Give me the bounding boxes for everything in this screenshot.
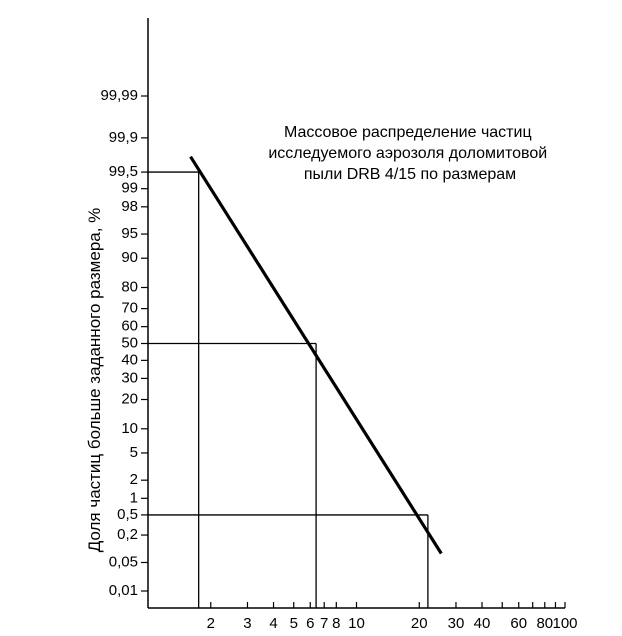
x-tick-label: 40 [473,615,491,632]
y-tick-label: 0,5 [117,505,138,523]
y-tick-label: 70 [121,299,138,317]
y-tick-label: 50 [121,334,138,352]
y-tick-label: 95 [121,225,138,243]
x-tick-label: 80 [536,615,554,632]
x-tick-label: 4 [269,615,278,632]
x-tick-label: 2 [206,615,215,632]
y-tick-label: 60 [121,317,138,335]
y-tick-label: 99,9 [108,128,138,146]
y-tick-label: 99 [121,179,138,197]
x-tick-label: 20 [410,615,428,632]
x-tick-label: 3 [243,615,252,632]
x-tick-label: 100 [552,615,578,632]
x-tick-label: 60 [510,615,528,632]
y-tick-label: 20 [121,390,138,408]
y-tick-label: 1 [129,489,138,507]
x-tick-label: 30 [447,615,465,632]
y-tick-label: 30 [121,369,138,387]
chart-annotation [268,124,551,183]
annotation-line-2: исследуемого аэрозоля доломитовой [268,145,548,162]
y-tick-label: 2 [129,471,138,489]
y-tick-label: 0,2 [117,526,138,544]
x-tick-label: 10 [348,615,365,632]
x-tick-label: 7 [320,615,329,632]
y-axis-ticks [100,87,148,599]
y-tick-label: 0,01 [108,581,138,599]
y-tick-label: 40 [121,351,138,369]
axes [148,18,565,608]
x-tick-label: 8 [332,615,341,632]
x-axis-ticks [207,602,578,632]
y-tick-label: 90 [121,249,138,267]
y-tick-label: 99,5 [108,163,138,181]
x-tick-label: 5 [289,615,298,632]
y-tick-label: 99,99 [100,86,138,104]
y-tick-label: 5 [129,443,138,461]
y-tick-label: 0,05 [108,553,138,571]
annotation-line-3: пыли DRB 4/15 по размерам [303,166,517,183]
y-tick-label: 10 [121,419,138,437]
x-tick-label: 6 [306,615,315,632]
y-tick-label: 98 [121,197,138,215]
reference-lines [148,172,428,608]
y-tick-label: 80 [121,278,138,296]
annotation-line-1: Массовое распределение частиц [283,124,532,141]
y-axis-title: Доля частиц больше заданного размера, % [85,207,104,553]
